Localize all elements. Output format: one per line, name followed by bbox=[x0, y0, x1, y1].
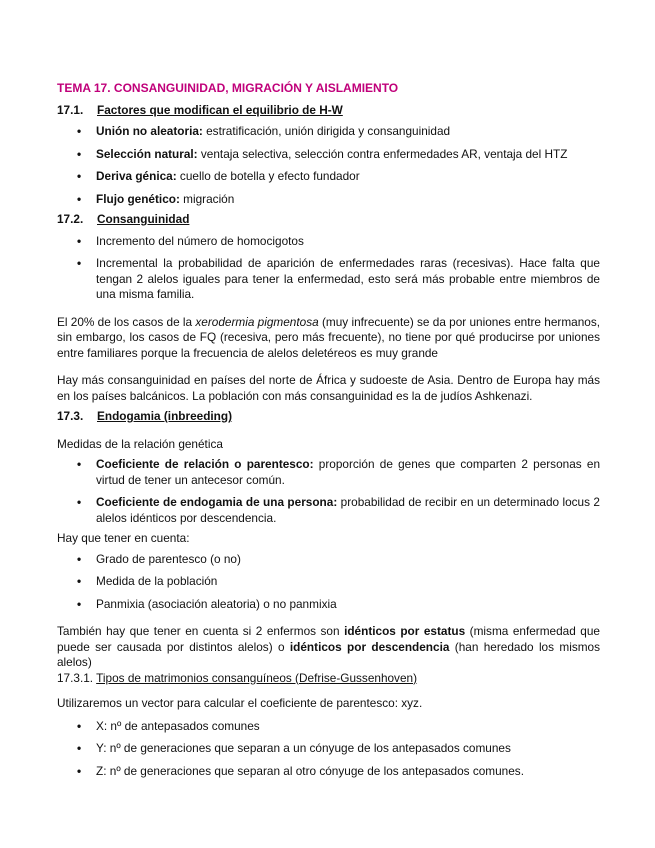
list-item bbox=[57, 169, 600, 185]
section-heading-17-2 bbox=[57, 212, 600, 228]
definition: migración bbox=[179, 191, 235, 206]
paragraph-xerodermia bbox=[57, 315, 600, 362]
list-text: Incremento del número de homocigotos bbox=[96, 233, 304, 248]
bullet-icon: • bbox=[77, 457, 82, 471]
list-text: Medida de la población bbox=[96, 574, 218, 588]
paragraph-identity bbox=[57, 624, 600, 671]
section-heading-17-1 bbox=[57, 103, 600, 119]
paragraph-note: Hay que tener en cuenta: bbox=[57, 531, 190, 545]
paragraph-vector: Utilizaremos un vector para calcular el coeficiente de parentesco: xyz. bbox=[57, 696, 423, 710]
bullet-icon: • bbox=[77, 574, 82, 588]
bullet-icon: • bbox=[77, 256, 82, 270]
section-title: Consanguinidad bbox=[97, 212, 190, 226]
list-text: X: nº de antepasados comunes bbox=[96, 718, 260, 733]
list-item bbox=[57, 256, 600, 303]
bullet-icon: • bbox=[77, 551, 82, 566]
bullet-icon: • bbox=[77, 741, 82, 755]
measures-list bbox=[57, 457, 600, 526]
bullet-icon: • bbox=[77, 146, 82, 161]
definition: proporción de genes que comparten 2 personas en virtud de tener un antecesor común. bbox=[96, 457, 601, 487]
bullet-icon: • bbox=[77, 124, 82, 138]
term: Unión no aleatoria: bbox=[96, 124, 203, 138]
definition: probabilidad de recibir en un determinado locus 2 alelos idénticos por descendencia. bbox=[96, 495, 600, 525]
section-title: Endogamia (inbreeding) bbox=[97, 409, 233, 423]
list-item bbox=[57, 457, 600, 488]
term: Selección natural: bbox=[96, 146, 198, 161]
document-title: TEMA 17. CONSANGUINIDAD, MIGRACIÓN Y AISLAMIENTO bbox=[57, 81, 399, 95]
bullet-icon: • bbox=[77, 169, 82, 183]
list-text: Z: nº de generaciones que separan al otro cónyuge de los antepasados comunes. bbox=[96, 763, 524, 778]
list-item bbox=[57, 495, 600, 526]
paragraph-intro: Medidas de la relación genética bbox=[57, 436, 223, 451]
section-title: Tipos de matrimonios consanguíneos (Defrise-Gussenhoven) bbox=[96, 670, 418, 685]
definition: estratificación, unión dirigida y consanguinidad bbox=[202, 124, 451, 138]
list-item bbox=[57, 764, 600, 780]
considerations-list bbox=[57, 552, 600, 613]
list-text: Incremental la probabilidad de aparición de enfermedades raras (recesivas). Hace falta que tengan 2 alelos iguales para tener la enfermedad, esto será más probable entre miembros de una misma familia. bbox=[96, 256, 600, 301]
bullet-icon: • bbox=[77, 763, 82, 778]
list-item bbox=[57, 234, 600, 250]
bullet-icon: • bbox=[77, 718, 82, 733]
list-item bbox=[57, 124, 600, 140]
document-page bbox=[57, 81, 600, 786]
list-text: Y: nº de generaciones que separan a un cónyuge de los antepasados comunes bbox=[96, 741, 511, 755]
vector-list bbox=[57, 719, 600, 780]
section-number: 17.3. bbox=[57, 409, 84, 423]
term: Coeficiente de endogamia de una persona: bbox=[96, 495, 338, 509]
list-item bbox=[57, 574, 600, 590]
italic-term: xerodermia pigmentosa bbox=[195, 314, 319, 329]
bullet-icon: • bbox=[77, 495, 82, 509]
text: (misma enfermedad que puede ser causada por distintos alelos) o bbox=[57, 624, 600, 654]
paragraph-geography: Hay más consanguinidad en países del norte de África y sudoeste de Asia. Dentro de Europa hay más en los países balcánicos. La población con más consanguinidad es la de judíos Ashkenazi. bbox=[57, 373, 600, 403]
bullet-icon: • bbox=[77, 596, 82, 611]
term: Flujo genético: bbox=[96, 191, 180, 206]
text: También hay que tener en cuenta si 2 enfermos son bbox=[57, 624, 345, 638]
section-number: 17.1. bbox=[57, 102, 84, 117]
text: (han heredado los mismos alelos) bbox=[57, 639, 601, 669]
text: (muy infrecuente) se da por uniones entre hermanos, sin embargo, los casos de FQ (recesiva, pero más frecuente), no tiene por qué producirse por uniones entre familiares porque la frecuencia de alelos deletéreos es muy grande bbox=[57, 314, 600, 360]
list-item bbox=[57, 147, 600, 163]
section-number: 17.2. bbox=[57, 212, 84, 226]
term: Deriva génica: bbox=[96, 169, 177, 183]
consanguinity-list bbox=[57, 234, 600, 303]
section-heading-17-3-1 bbox=[57, 671, 600, 687]
list-text: Grado de parentesco (o no) bbox=[96, 551, 241, 566]
list-item bbox=[57, 192, 600, 208]
definition: ventaja selectiva, selección contra enfermedades AR, ventaja del HTZ bbox=[197, 146, 568, 161]
list-item bbox=[57, 597, 600, 613]
list-item bbox=[57, 719, 600, 735]
definition: cuello de botella y efecto fundador bbox=[176, 169, 360, 183]
section-heading-17-3 bbox=[57, 409, 600, 425]
term: Coeficiente de relación o parentesco: bbox=[96, 457, 314, 471]
bullet-icon: • bbox=[77, 233, 82, 248]
text: El 20% de los casos de la bbox=[57, 314, 196, 329]
bold-term: idénticos por estatus bbox=[344, 624, 466, 638]
section-number: 17.3.1. bbox=[57, 670, 94, 685]
list-item bbox=[57, 552, 600, 568]
bullet-icon: • bbox=[77, 191, 82, 206]
factors-list bbox=[57, 124, 600, 207]
section-title: Factores que modifican el equilibrio de H-W bbox=[97, 102, 343, 117]
list-text: Panmixia (asociación aleatoria) o no panmixia bbox=[96, 596, 337, 611]
bold-term: idénticos por descendencia bbox=[289, 639, 450, 654]
list-item bbox=[57, 741, 600, 757]
